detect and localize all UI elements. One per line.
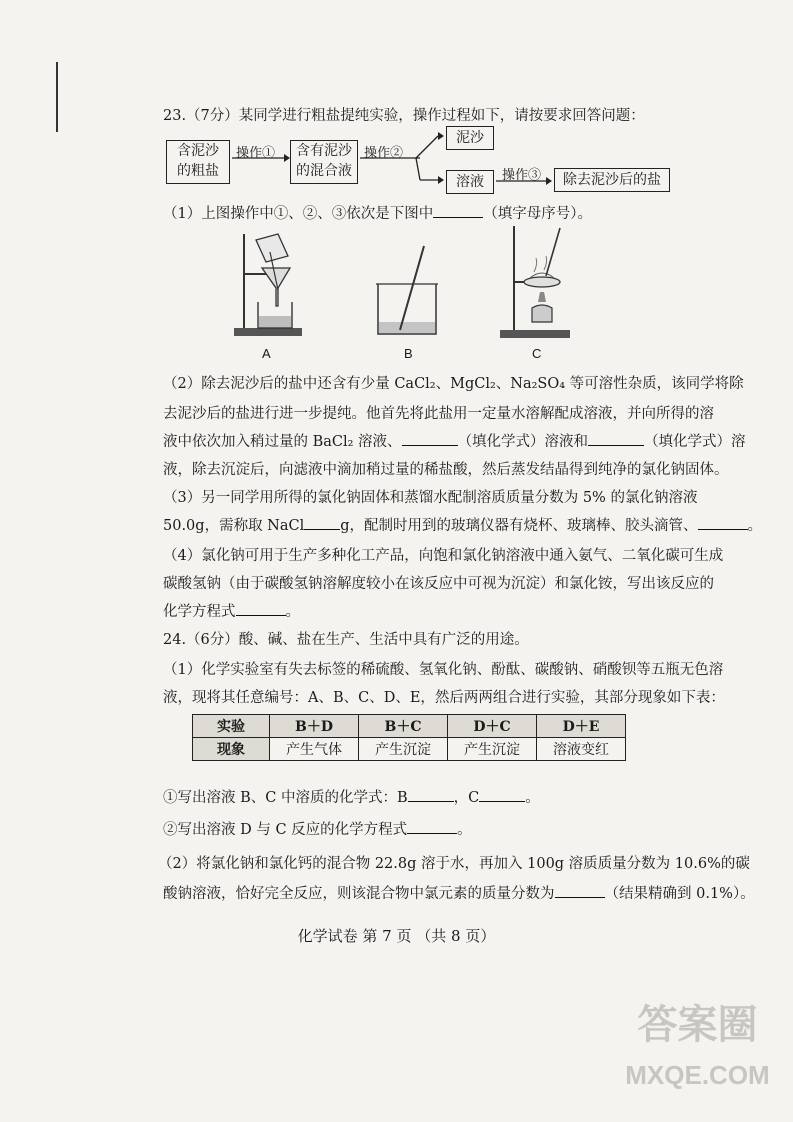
table-cell: 溶液变红 (537, 738, 626, 761)
watermark-text: MXQE.COM (625, 1060, 770, 1090)
flow-box-text: 含泥沙 (177, 143, 219, 159)
flow-arrow-3 (494, 175, 554, 187)
table-cell: 产生沉淀 (359, 738, 448, 761)
table-row (193, 715, 626, 738)
flow-box-text: 的混合液 (296, 163, 352, 179)
flow-box-mixture (290, 140, 358, 184)
table-cell: 产生沉淀 (448, 738, 537, 761)
text: （1）上图操作中①、②、③依次是下图中 (163, 206, 434, 222)
text: 50.0g，需称取 NaCl (163, 518, 305, 534)
q24-part1-line1: （1）化学实验室有失去标签的稀硫酸、氢氧化钠、酚酞、碳酸钠、硝酸钡等五瓶无色溶 (163, 662, 724, 678)
answer-blank[interactable] (555, 883, 605, 898)
q24-part2-line2 (163, 882, 755, 903)
table-header-cell: B＋C (359, 715, 448, 738)
table-header-cell: D＋E (537, 715, 626, 738)
flow-op1: 操作① (236, 146, 276, 161)
dissolving-beaker-icon (372, 240, 444, 340)
flow-box-result: 除去泥沙后的盐 (554, 168, 670, 192)
answer-blank[interactable] (698, 515, 748, 530)
q24-part1-line2: 液，现将其任意编号：A、B、C、D、E，然后两两组合进行实验，其部分现象如下表： (163, 690, 725, 706)
q23-part2-line2: 去泥沙后的盐进行进一步提纯。他首先将此盐用一定量水溶解配成溶液，并向所得的溶 (163, 406, 714, 422)
flow-box-crude-salt (166, 140, 230, 184)
q24-header: 24.（6分）酸、碱、盐在生产、生活中具有广泛的用途。 (163, 632, 529, 648)
experiment-table (192, 714, 626, 761)
text: （结果精确到 0.1%）。 (604, 886, 755, 902)
q23-part3-line1: （3）另一同学用所得的氯化钠固体和蒸馏水配制溶质质量分数为 5% 的氯化钠溶液 (163, 490, 698, 506)
q24-sub1 (163, 786, 540, 807)
table-row (193, 738, 626, 761)
text: 。 (525, 790, 540, 806)
flow-box-text: 的粗盐 (177, 163, 219, 179)
filtration-apparatus-icon (226, 228, 316, 340)
q24-sub2 (163, 818, 472, 839)
q24-part2-line1: （2）将氯化钠和氯化钙的混合物 22.8g 溶于水，再加入 100g 溶质质量分数为 10.6%的碳 (158, 856, 750, 872)
answer-blank[interactable] (433, 203, 483, 218)
table-cell: 现象 (193, 738, 270, 761)
answer-blank[interactable] (588, 431, 644, 446)
q23-part4-line2: 碳酸氢钠（由于碳酸氢钠溶解度较小在该反应中可视为沉淀）和氯化铵，写出该反应的 (163, 576, 714, 592)
answer-blank[interactable] (236, 601, 286, 616)
watermark-text: 答案圈 (637, 1003, 758, 1047)
answer-blank[interactable] (479, 787, 525, 802)
flow-box-text: 含有泥沙 (296, 143, 352, 159)
text: （填字母序号）。 (483, 206, 592, 222)
text: ，C (453, 790, 480, 806)
text: 液中依次加入稍过量的 BaCl₂ 溶液、 (163, 434, 402, 450)
answer-blank[interactable] (402, 431, 458, 446)
text: ①写出溶液 B、C 中溶质的化学式：B (163, 790, 408, 806)
table-header-cell: 实验 (193, 715, 270, 738)
text: （填化学式）溶 (644, 434, 746, 450)
text: 化学方程式 (163, 604, 236, 620)
q23-part2-line4: 液，除去沉淀后，向滤液中滴加稍过量的稀盐酸，然后蒸发结晶得到纯净的氯化钠固体。 (163, 462, 729, 478)
flow-arrow-branch (358, 128, 448, 188)
flow-arrow-1 (230, 150, 290, 162)
text: 。 (457, 822, 472, 838)
apparatus-label-b: B (404, 346, 413, 361)
text: g，配制时用到的玻璃仪器有烧杯、玻璃棒、胶头滴管、 (340, 518, 698, 534)
q23-part3-line2 (163, 514, 762, 535)
watermark-logo (610, 1000, 785, 1110)
flow-box-mud: 泥沙 (446, 126, 494, 150)
flow-op2: 操作② (364, 146, 404, 161)
q23-part2-line3 (163, 430, 746, 451)
apparatus-label-c: C (532, 346, 542, 361)
text: 酸钠溶液，恰好完全反应，则该混合物中氯元素的质量分数为 (163, 886, 555, 902)
text: （填化学式）溶液和 (457, 434, 589, 450)
text: 。 (285, 604, 300, 620)
answer-blank[interactable] (408, 787, 454, 802)
q23-part4-line3 (163, 600, 300, 621)
page-footer: 化学试卷 第 7 页 （共 8 页） (297, 927, 496, 945)
evaporation-apparatus-icon (494, 222, 578, 340)
apparatus-label-a: A (262, 346, 271, 361)
q23-part4-line1: （4）氯化钠可用于生产多种化工产品，向饱和氯化钠溶液中通入氨气、二氧化碳可生成 (163, 548, 724, 564)
q23-part1 (163, 202, 592, 223)
table-cell: 产生气体 (270, 738, 359, 761)
text: ②写出溶液 D 与 C 反应的化学方程式 (163, 822, 408, 838)
table-header-cell: D＋C (448, 715, 537, 738)
binding-mark (56, 62, 58, 132)
q23-header: 23.（7分）某同学进行粗盐提纯实验，操作过程如下，请按要求回答问题： (163, 108, 645, 124)
table-header-cell: B＋D (270, 715, 359, 738)
answer-blank[interactable] (407, 819, 457, 834)
flow-op3: 操作③ (502, 168, 542, 183)
flow-box-solution: 溶液 (446, 170, 494, 194)
q23-part2-line1: （2）除去泥沙后的盐中还含有少量 CaCl₂、MgCl₂、Na₂SO₄ 等可溶性杂质，该同学将除 (163, 376, 744, 392)
answer-blank[interactable] (304, 515, 340, 530)
text: 。 (747, 518, 763, 534)
